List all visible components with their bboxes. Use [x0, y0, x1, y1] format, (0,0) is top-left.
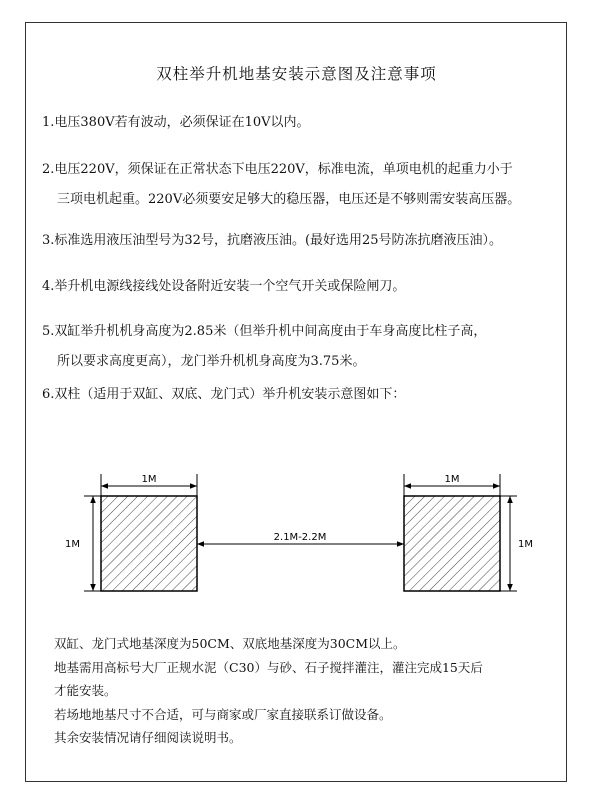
right-width-label: 1M — [444, 474, 460, 485]
instruction-text-continued: 三项电机起重。220V必须要安足够大的稳压器，电压还是不够则需安装高压器。 — [57, 192, 521, 207]
instruction-text: 5.双缸举升机机身高度为2.85米（但举升机中间高度由于车身高度比柱子高， — [42, 324, 487, 339]
note-line: 才能安装。 — [54, 683, 117, 698]
instruction-text: 2.电压220V，须保证在正常状态下电压220V，标准电流，单项电机的起重力小于 — [42, 162, 513, 177]
left-height-label: 1M — [65, 539, 80, 550]
document-title: 双柱举升机地基安装示意图及注意事项 — [156, 65, 437, 83]
instruction-text: 6.双柱（适用于双缸、双底、龙门式）举升机安装示意图如下： — [42, 387, 406, 402]
left-width-label: 1M — [141, 474, 157, 485]
instruction-text: 3.标准选用液压油型号为32号，抗磨液压油。(最好选用25号防冻抗磨液压油）。 — [42, 233, 503, 248]
right-foundation-block — [404, 496, 500, 591]
instruction-text-continued: 所以要求高度更高），龙门举升机机身高度为3.75米。 — [57, 354, 366, 369]
left-foundation-block — [101, 496, 197, 591]
instruction-text: 1.电压380V若有波动，必须保证在10V以内。 — [42, 115, 310, 130]
note-line: 其余安装情况请仔细阅读说明书。 — [54, 730, 242, 745]
note-line: 若场地地基尺寸不合适，可与商家或厂家直接联系订做设备。 — [54, 706, 392, 722]
right-height-label: 1M — [518, 539, 533, 550]
note-line: 地基需用高标号大厂正规水泥（C30）与砂、石子搅拌灌注，灌注完成15天后 — [54, 659, 483, 675]
gap-label: 2.1M-2.2M — [273, 532, 327, 543]
instruction-text: 4.举升机电源线接线处设备附近安装一个空气开关或保险闸刀。 — [42, 279, 406, 294]
notes-section — [54, 632, 564, 750]
note-line: 双缸、龙门式地基深度为50CM、双底地基深度为30CM以上。 — [54, 636, 406, 651]
